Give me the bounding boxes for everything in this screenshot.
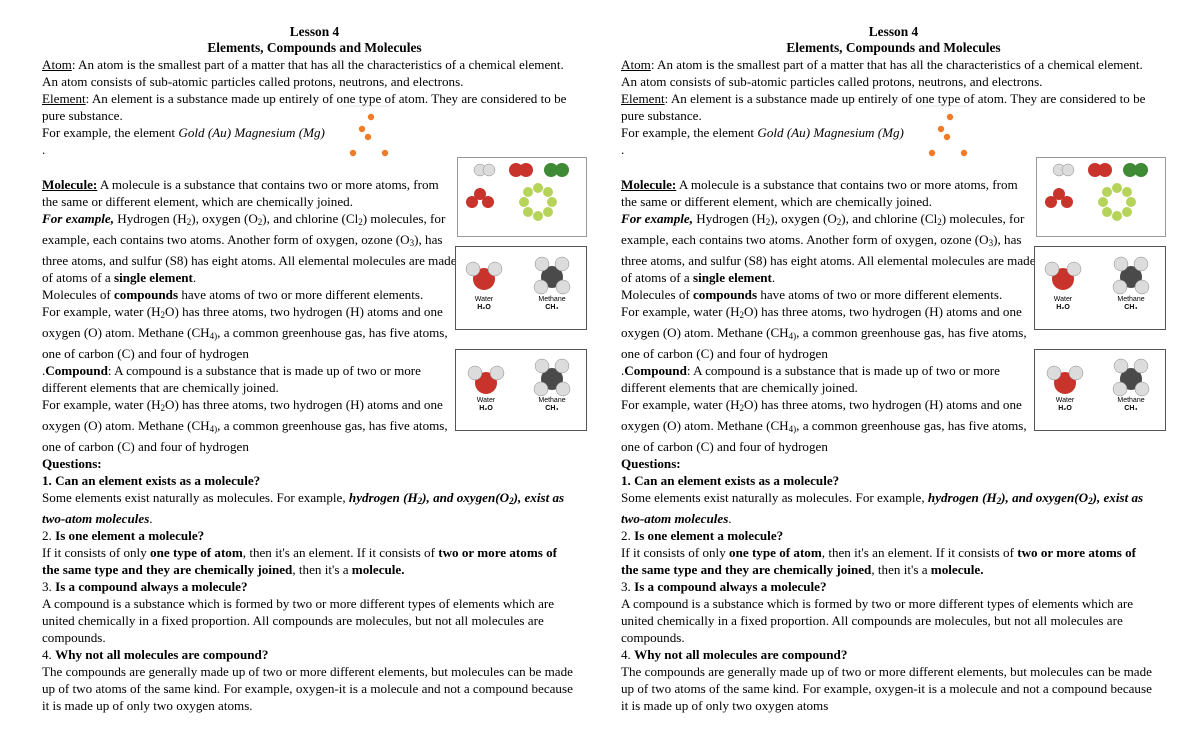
oxygen-molecule [1088, 163, 1112, 177]
questions-heading: Questions: [621, 456, 681, 471]
lesson-number: Lesson 4 [868, 24, 919, 39]
atom-dot [944, 134, 950, 140]
gold-atoms-illustration [340, 104, 390, 160]
water-caption: Water H₂O [476, 397, 496, 412]
sulfur-ring-molecule [519, 183, 557, 221]
molecule-examples: For example, Hydrogen $(H_2)$, oxygen $(O_2)$, and chlorine $(Cl_2)$ molecules, for example, each contains two atoms. Another form of oxygen, ozone $(O_3)$, has three atoms, and sulfur (S8) has eight atoms. All elemental molecules are made of atoms of a single element. [621, 211, 1036, 285]
question-2: 2. Is one element a molecule? [621, 528, 784, 543]
answer-4-line3: it is made up of only two oxygen atoms [621, 698, 829, 713]
answer-4-line1: The compounds are generally made up of two or more different elements, but molecules can be made [42, 664, 573, 679]
water-caption: Water H₂O [1053, 296, 1073, 311]
lesson-title: Elements, Compounds and Molecules [207, 40, 422, 55]
water-molecule [1045, 262, 1081, 290]
element-definition: Element: An element is a substance made up entirely of one type of atom. They are considered to be [42, 91, 567, 106]
stray-dot: . [42, 142, 46, 157]
atom-dot [368, 114, 374, 120]
oxygen-molecule [509, 163, 533, 177]
water-methane-example-2: For example, water $(H_2O)$ has three atoms, two hydrogen (H) atoms and one oxygen (O) atom. Methane ($CH_{4)}$, a common greenhouse gas, has five atoms, one of carbon (C) and four of hydrogen [621, 397, 1027, 454]
water-methane-figure [455, 246, 587, 330]
chlorine-molecule [544, 163, 569, 177]
methane-caption: Methane CH₄ [538, 296, 566, 311]
water-methane-example: For example, water $(H_2O)$ has three atoms, two hydrogen (H) atoms and one oxygen (O) atom. Methane ($CH_{4)}$, a common greenhouse gas, has five atoms, one of carbon (C) and four of hydrogen [42, 304, 448, 361]
answer-4-line1: The compounds are generally made up of two or more different elements, but molecules can be made [621, 664, 1152, 679]
methane-caption: Methane CH₄ [1117, 397, 1145, 412]
methane-molecule [1113, 359, 1149, 396]
ozone-molecule [466, 188, 494, 208]
question-3: 3. Is a compound always a molecule? [621, 579, 827, 594]
compound-definition: .Compound: A compound is a substance that is made up of two or more different elements that are chemically joined. [42, 363, 421, 395]
answer-3-line1: A compound is a substance which is formed by two or more different types of elements which are [42, 596, 555, 611]
water-methane-figure [1034, 349, 1166, 431]
answer-3-line2: united chemically in a fixed proportion. All compounds are molecules, but not all molecules are [42, 613, 544, 628]
atom-definition: Atom: An atom is the smallest part of a matter that has all the characteristics of a chemical element. [621, 57, 1143, 72]
question-1: 1. Can an element exists as a molecule? [621, 473, 840, 488]
element-example: For example, the element Gold (Au) Magnesium (Mg) [621, 125, 904, 140]
water-molecule [468, 366, 504, 394]
answer-2: If it consists of only one type of atom, then it's an element. If it consists of two or more atoms of [42, 545, 558, 560]
atom-dot [938, 126, 944, 132]
ozone-molecule [1045, 188, 1073, 208]
compound-molecules: Molecules of compounds have atoms of two or more different elements. [621, 287, 1003, 302]
element-example: For example, the element Gold (Au) Magnesium (Mg) [42, 125, 325, 140]
atom-dot [929, 150, 935, 156]
methane-caption: Methane CH₄ [538, 397, 566, 412]
answer-3-line1: A compound is a substance which is formed by two or more different types of elements which are [621, 596, 1134, 611]
water-caption: Water H₂O [474, 296, 494, 311]
water-molecule [466, 262, 502, 290]
answer-4-line3: it is made up of only two oxygen atoms. [42, 698, 253, 713]
element-definition-line2: pure substance. [621, 108, 702, 123]
answer-2: If it consists of only one type of atom, then it's an element. If it consists of two or more atoms of [621, 545, 1137, 560]
answer-3-line2: united chemically in a fixed proportion. All compounds are molecules, but not all molecules are [621, 613, 1123, 628]
methane-molecule [534, 359, 570, 396]
questions-heading: Questions: [42, 456, 102, 471]
answer-4-line2: up of two atoms of the same kind. For example, oxygen-it is a molecule and not a compound because [42, 681, 573, 696]
sulfur-ring-molecule [1098, 183, 1136, 221]
elemental-molecules-figure [457, 157, 587, 237]
atom-dot [961, 150, 967, 156]
atom-definition: Atom: An atom is the smallest part of a matter that has all the characteristics of a chemical element. [42, 57, 564, 72]
answer-1-line2: two-atom molecules. [621, 511, 732, 526]
question-3: 3. Is a compound always a molecule? [42, 579, 248, 594]
water-caption: Water H₂O [1055, 397, 1075, 412]
lesson-number: Lesson 4 [289, 24, 340, 39]
answer-1: Some elements exist naturally as molecules. For example, hydrogen $(H_2)$, and $oxygen(O_2)$, exist as [621, 490, 1144, 506]
answer-2-line2: the same type and they are chemically joined, then it's a molecule. [621, 562, 984, 577]
question-4: 4. Why not all molecules are compound? [42, 647, 269, 662]
methane-molecule [534, 257, 570, 294]
lesson-title: Elements, Compounds and Molecules [786, 40, 1001, 55]
question-1: 1. Can an element exists as a molecule? [42, 473, 261, 488]
water-methane-example-2: For example, water $(H_2O)$ has three atoms, two hydrogen (H) atoms and one oxygen (O) atom. Methane ($CH_{4)}$, a common greenhouse gas, has five atoms, one of carbon (C) and four of hydrogen [42, 397, 448, 454]
molecule-definition: Molecule: A molecule is a substance that contains two or more atoms, from the same or different element, which are chemically joined. [621, 177, 1018, 209]
atom-dot [947, 114, 953, 120]
atom-dot [359, 126, 365, 132]
hydrogen-molecule [1053, 164, 1074, 176]
methane-molecule [1113, 257, 1149, 294]
answer-1-line2: two-atom molecules. [42, 511, 153, 526]
answer-2-line2: the same type and they are chemically joined, then it's a molecule. [42, 562, 405, 577]
gold-atoms-illustration [919, 104, 969, 160]
answer-4-line2: up of two atoms of the same kind. For example, oxygen-it is a molecule and not a compound because [621, 681, 1152, 696]
chlorine-molecule [1123, 163, 1148, 177]
atom-dot [350, 150, 356, 156]
water-methane-figure [455, 349, 587, 431]
water-methane-figure [1034, 246, 1166, 330]
answer-1: Some elements exist naturally as molecules. For example, hydrogen $(H_2)$, and $oxygen(O_2)$, exist as [42, 490, 565, 506]
atom-definition-line2: An atom consists of sub-atomic particles called protons, neutrons, and electrons. [42, 74, 464, 89]
stray-dot: . [621, 142, 625, 157]
answer-3-line3: compounds. [621, 630, 685, 645]
elemental-molecules-figure [1036, 157, 1166, 237]
methane-caption: Methane CH₄ [1117, 296, 1145, 311]
answer-3-line3: compounds. [42, 630, 106, 645]
molecule-examples: For example, Hydrogen $(H_2)$, oxygen $(O_2)$, and chlorine $(Cl_2)$ molecules, for example, each contains two atoms. Another form of oxygen, ozone $(O_3)$, has three atoms, and sulfur (S8) has eight atoms. All elemental molecules are made of atoms of a single element. [42, 211, 457, 285]
compound-definition: .Compound: A compound is a substance that is made up of two or more different elements that are chemically joined. [621, 363, 1000, 395]
element-definition-line2: pure substance. [42, 108, 123, 123]
water-methane-example: For example, water $(H_2O)$ has three atoms, two hydrogen (H) atoms and one oxygen (O) atom. Methane ($CH_{4)}$, a common greenhouse gas, has five atoms, one of carbon (C) and four of hydrogen [621, 304, 1027, 361]
atom-definition-line2: An atom consists of sub-atomic particles called protons, neutrons, and electrons. [621, 74, 1043, 89]
element-definition: Element: An element is a substance made up entirely of one type of atom. They are considered to be [621, 91, 1146, 106]
question-4: 4. Why not all molecules are compound? [621, 647, 848, 662]
atom-dot [365, 134, 371, 140]
question-2: 2. Is one element a molecule? [42, 528, 205, 543]
compound-molecules: Molecules of compounds have atoms of two or more different elements. [42, 287, 424, 302]
hydrogen-molecule [474, 164, 495, 176]
water-molecule [1047, 366, 1083, 394]
atom-dot [382, 150, 388, 156]
molecule-definition: Molecule: A molecule is a substance that contains two or more atoms, from the same or different element, which are chemically joined. [42, 177, 439, 209]
